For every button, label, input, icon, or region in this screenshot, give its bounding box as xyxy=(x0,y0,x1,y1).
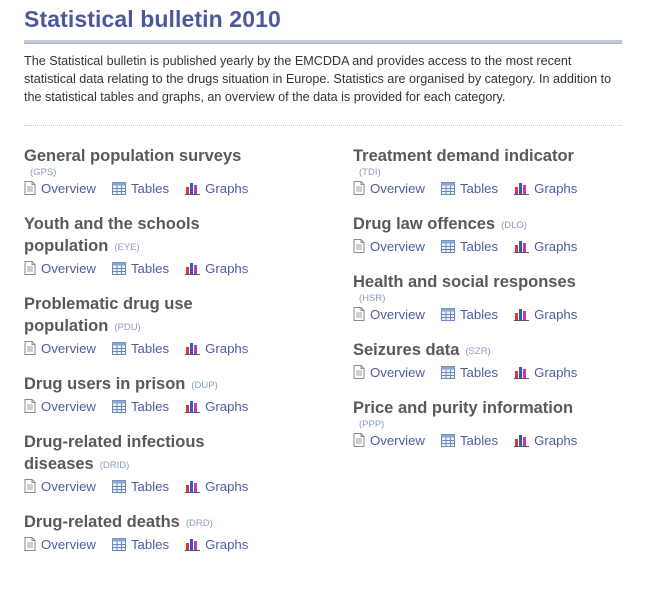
tables-link[interactable] xyxy=(441,307,498,322)
category-title[interactable]: Drug-related deaths xyxy=(24,513,180,531)
tables-label: Tables xyxy=(459,432,499,448)
tables-label: Tables xyxy=(459,306,499,322)
category-code: (GPS) xyxy=(30,167,57,178)
category-code: (DUP) xyxy=(191,380,218,391)
graphs-link[interactable] xyxy=(185,261,248,276)
overview-link[interactable] xyxy=(24,181,96,196)
graphs-label: Graphs xyxy=(205,478,249,494)
category-links xyxy=(24,259,314,277)
category-title[interactable]: Problematic drug use population xyxy=(24,295,193,335)
document-icon xyxy=(353,365,365,379)
graphs-label: Graphs xyxy=(534,180,578,196)
tables-link[interactable] xyxy=(112,341,169,356)
tables-link[interactable] xyxy=(112,537,169,552)
table-icon xyxy=(441,434,455,447)
document-icon xyxy=(353,307,365,321)
table-icon xyxy=(112,262,126,275)
bar-chart-icon xyxy=(514,239,529,253)
overview-label: Overview xyxy=(41,398,96,414)
document-icon xyxy=(24,341,36,355)
overview-label: Overview xyxy=(370,238,425,254)
graphs-label: Graphs xyxy=(534,364,578,380)
overview-link[interactable] xyxy=(353,307,425,322)
category-code: (DRID) xyxy=(99,460,130,471)
bar-chart-icon xyxy=(185,261,200,275)
graphs-label: Graphs xyxy=(534,306,578,322)
document-icon xyxy=(24,399,36,413)
category-code: (TDI) xyxy=(359,167,381,178)
category-drid xyxy=(24,431,249,495)
category-title[interactable]: Youth and the schools population xyxy=(24,215,200,255)
table-icon xyxy=(112,480,126,493)
category-gps xyxy=(24,145,314,197)
overview-label: Overview xyxy=(41,478,96,494)
table-icon xyxy=(441,366,455,379)
overview-link[interactable] xyxy=(24,479,96,494)
overview-label: Overview xyxy=(41,340,96,356)
category-code: (DRD) xyxy=(185,518,213,529)
category-pdu xyxy=(24,293,249,357)
graphs-link[interactable] xyxy=(185,341,248,356)
document-icon xyxy=(24,479,36,493)
category-ppp xyxy=(353,397,643,449)
tables-label: Tables xyxy=(130,536,170,552)
category-links xyxy=(24,397,314,415)
graphs-label: Graphs xyxy=(205,340,249,356)
graphs-link[interactable] xyxy=(185,537,248,552)
graphs-label: Graphs xyxy=(205,398,249,414)
category-title[interactable]: Treatment demand indicator xyxy=(353,147,574,165)
graphs-link[interactable] xyxy=(185,181,248,196)
overview-link[interactable] xyxy=(24,341,96,356)
bar-chart-icon xyxy=(514,181,529,195)
bar-chart-icon xyxy=(514,307,529,321)
category-column-right xyxy=(353,145,643,465)
category-drd xyxy=(24,511,314,553)
document-icon xyxy=(353,239,365,253)
graphs-link[interactable] xyxy=(514,181,577,196)
tables-link[interactable] xyxy=(441,239,498,254)
overview-label: Overview xyxy=(370,306,425,322)
tables-link[interactable] xyxy=(112,181,169,196)
category-dup xyxy=(24,373,314,415)
document-icon xyxy=(24,261,36,275)
tables-label: Tables xyxy=(130,398,170,414)
overview-link[interactable] xyxy=(353,365,425,380)
bar-chart-icon xyxy=(185,537,200,551)
tables-label: Tables xyxy=(459,180,499,196)
tables-label: Tables xyxy=(459,238,499,254)
overview-link[interactable] xyxy=(353,433,425,448)
category-links xyxy=(353,237,643,255)
document-icon xyxy=(353,181,365,195)
table-icon xyxy=(112,342,126,355)
bar-chart-icon xyxy=(185,399,200,413)
graphs-link[interactable] xyxy=(185,479,248,494)
document-icon xyxy=(24,537,36,551)
category-links xyxy=(24,535,314,553)
graphs-label: Graphs xyxy=(534,432,578,448)
overview-link[interactable] xyxy=(24,537,96,552)
tables-link[interactable] xyxy=(441,365,498,380)
overview-label: Overview xyxy=(370,180,425,196)
category-links xyxy=(353,179,643,197)
intro-text: The Statistical bulletin is published yearly by the EMCDDA and provides access to the most recent statistical data relating to the drugs situation in Europe. Statistics are organised by category. In addition to the statistical tables and graphs, an overview of the data is provided for each category. xyxy=(24,54,612,104)
title-divider xyxy=(24,40,622,44)
overview-link[interactable] xyxy=(353,239,425,254)
overview-label: Overview xyxy=(370,364,425,380)
overview-link[interactable] xyxy=(353,181,425,196)
category-code: (PPP) xyxy=(359,419,385,430)
graphs-link[interactable] xyxy=(514,365,577,380)
table-icon xyxy=(441,308,455,321)
category-code: (PDU) xyxy=(114,322,141,333)
overview-label: Overview xyxy=(41,180,96,196)
category-eye xyxy=(24,213,249,277)
table-icon xyxy=(112,182,126,195)
tables-label: Tables xyxy=(130,340,170,356)
graphs-label: Graphs xyxy=(205,180,249,196)
table-icon xyxy=(112,538,126,551)
graphs-label: Graphs xyxy=(534,238,578,254)
category-title[interactable]: Drug-related infectious diseases xyxy=(24,433,205,473)
category-code: (HSR) xyxy=(359,293,386,304)
overview-label: Overview xyxy=(370,432,425,448)
category-links xyxy=(353,305,643,323)
category-links xyxy=(24,477,314,495)
table-icon xyxy=(441,240,455,253)
overview-label: Overview xyxy=(41,260,96,276)
category-hsr xyxy=(353,271,643,323)
graphs-link[interactable] xyxy=(514,239,577,254)
graphs-label: Graphs xyxy=(205,536,249,552)
tables-label: Tables xyxy=(130,180,170,196)
tables-link[interactable] xyxy=(112,261,169,276)
graphs-label: Graphs xyxy=(205,260,249,276)
category-title[interactable]: Price and purity information xyxy=(353,399,574,417)
bar-chart-icon xyxy=(185,479,200,493)
bar-chart-icon xyxy=(185,341,200,355)
graphs-link[interactable] xyxy=(185,399,248,414)
category-links xyxy=(24,179,314,197)
category-code: (DLO) xyxy=(501,220,527,231)
category-title[interactable]: Seizures data xyxy=(353,341,460,359)
category-code: (EYE) xyxy=(114,242,140,253)
overview-label: Overview xyxy=(41,536,96,552)
category-links xyxy=(24,339,314,357)
tables-link[interactable] xyxy=(441,181,498,196)
tables-label: Tables xyxy=(130,478,170,494)
category-links xyxy=(353,431,643,449)
tables-label: Tables xyxy=(130,260,170,276)
category-links xyxy=(353,363,643,381)
overview-link[interactable] xyxy=(24,261,96,276)
graphs-link[interactable] xyxy=(514,433,577,448)
category-title[interactable]: Drug users in prison xyxy=(24,375,186,393)
category-code: (SZR) xyxy=(465,346,491,357)
bar-chart-icon xyxy=(514,433,529,447)
intro-divider xyxy=(24,125,622,126)
document-icon xyxy=(353,433,365,447)
tables-link[interactable] xyxy=(112,399,169,414)
table-icon xyxy=(112,400,126,413)
overview-link[interactable] xyxy=(24,399,96,414)
document-icon xyxy=(24,181,36,195)
category-title[interactable]: General population surveys xyxy=(24,147,242,165)
category-dlo xyxy=(353,213,643,255)
tables-label: Tables xyxy=(459,364,499,380)
category-title[interactable]: Health and social responses xyxy=(353,273,576,291)
tables-link[interactable] xyxy=(112,479,169,494)
tables-link[interactable] xyxy=(441,433,498,448)
bar-chart-icon xyxy=(185,181,200,195)
category-title[interactable]: Drug law offences xyxy=(353,215,496,233)
page-title: Statistical bulletin 2010 xyxy=(24,6,281,32)
category-tdi xyxy=(353,145,643,197)
table-icon xyxy=(441,182,455,195)
bar-chart-icon xyxy=(514,365,529,379)
graphs-link[interactable] xyxy=(514,307,577,322)
category-szr xyxy=(353,339,643,381)
category-column-left xyxy=(24,145,314,569)
